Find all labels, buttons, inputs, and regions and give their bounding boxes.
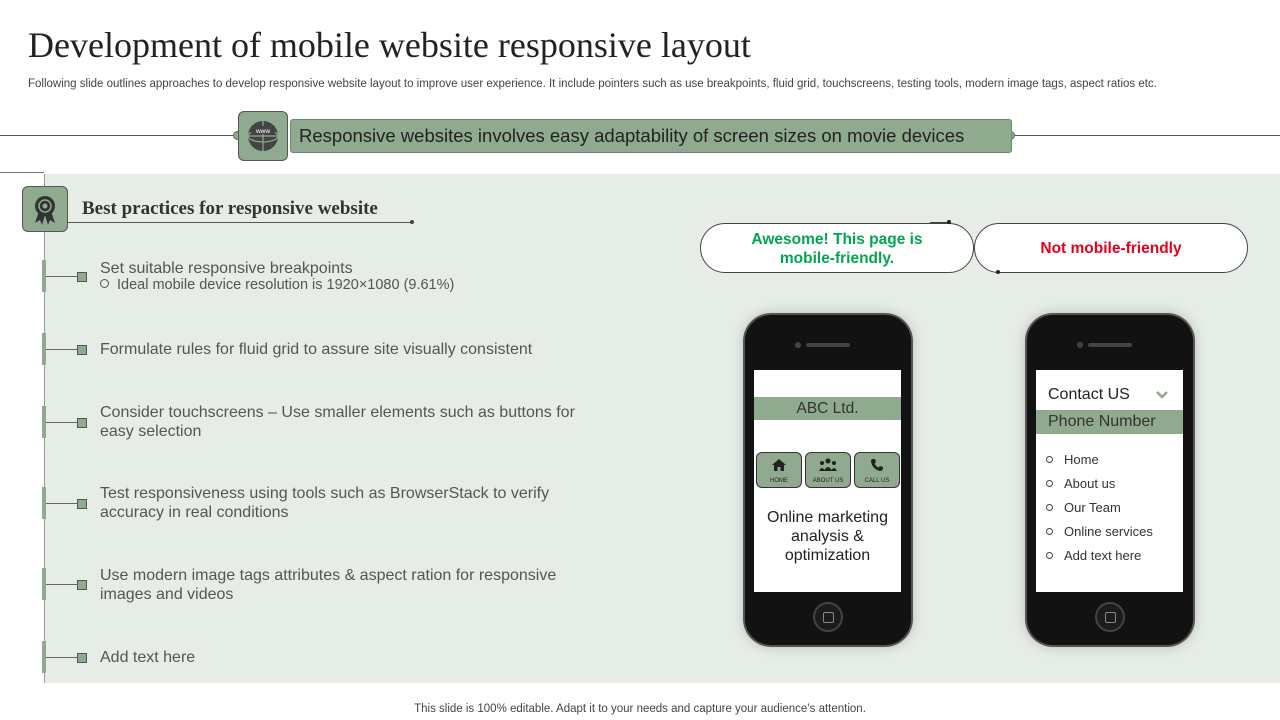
phone-body-text: Online marketing analysis & optimization	[767, 509, 888, 564]
menu-item[interactable]	[1046, 476, 1153, 500]
call-us-button[interactable]	[854, 452, 900, 488]
menu-item-label: Our Team	[1064, 500, 1121, 515]
home-button[interactable]	[756, 452, 802, 488]
item-node	[77, 272, 87, 282]
not-mobile-friendly-text: Not mobile-friendly	[1040, 240, 1182, 257]
award-ribbon-icon	[22, 186, 68, 232]
phone-screen	[1036, 370, 1183, 592]
mobile-friendly-text: Awesome! This page is mobile-friendly.	[751, 231, 923, 267]
bubble-pointer-right-dot	[996, 270, 1000, 274]
banner-text: Responsive websites involves easy adaptability of screen sizes on movie devices	[299, 125, 965, 146]
contact-dropdown-label: Contact US	[1048, 386, 1130, 403]
home-icon	[771, 458, 787, 472]
section-underline-dot	[410, 220, 414, 224]
item-text: Add text here	[100, 649, 196, 666]
about-us-button-label: ABOUT US	[812, 478, 844, 484]
menu-item-label: Online services	[1064, 524, 1153, 539]
item-text: Set suitable responsive breakpoints	[100, 260, 353, 277]
phone-header: ABC Ltd.	[754, 397, 901, 420]
phone-camera	[795, 342, 801, 348]
www-globe-icon	[238, 111, 288, 161]
item-node	[77, 418, 87, 428]
home-button-label: HOME	[770, 478, 788, 484]
menu-item[interactable]	[1046, 548, 1153, 572]
page-title: Development of mobile website responsive layout	[28, 25, 751, 65]
not-mobile-friendly-phone	[1027, 315, 1193, 645]
svg-text:www: www	[255, 128, 271, 135]
menu-item-label: Home	[1064, 452, 1099, 467]
contact-dropdown[interactable]	[1036, 384, 1183, 406]
subpoint-bullet	[100, 279, 109, 288]
item-text: Consider touchscreens – Use smaller elements such as buttons for easy selection	[100, 404, 575, 440]
item-connector	[46, 657, 78, 658]
item-node	[77, 345, 87, 355]
item-node	[77, 653, 87, 663]
menu-item[interactable]	[1046, 524, 1153, 548]
phone-speaker	[806, 343, 850, 347]
call-us-button-label: CALL US	[864, 478, 890, 484]
mobile-friendly-bubble	[700, 223, 974, 273]
panel-top-line	[0, 172, 44, 173]
item-connector	[46, 276, 78, 277]
item-subpoint-text: Ideal mobile device resolution is 1920×1080 (9.61%)	[117, 277, 455, 293]
menu-bullet	[1046, 480, 1053, 487]
item-node	[77, 499, 87, 509]
banner-line-right	[1012, 135, 1280, 136]
item-text: Formulate rules for fluid grid to assure site visually consistent	[100, 341, 533, 358]
menu-bullet	[1046, 456, 1053, 463]
item-connector	[46, 349, 78, 350]
item-connector	[46, 422, 78, 423]
menu-bullet	[1046, 528, 1053, 535]
footer-note: This slide is 100% editable. Adapt it to your needs and capture your audience’s attention.	[414, 703, 866, 715]
chevron-down-icon	[1155, 390, 1169, 400]
item-node	[77, 580, 87, 590]
phone-home-button	[1095, 602, 1125, 632]
not-mobile-friendly-bubble	[974, 223, 1248, 273]
menu-item-label: About us	[1064, 476, 1116, 491]
phone-menu-list	[1046, 452, 1153, 572]
item-text: Use modern image tags attributes & aspect ration for responsive images and videos	[100, 567, 557, 603]
menu-item-label: Add text here	[1064, 548, 1142, 563]
about-us-button[interactable]	[805, 452, 851, 488]
menu-item[interactable]	[1046, 500, 1153, 524]
bubble-pointer-left-dot	[947, 220, 951, 224]
banner	[290, 119, 1012, 153]
team-icon	[818, 458, 838, 472]
phone-speaker	[1088, 343, 1132, 347]
phone-icon	[870, 458, 884, 472]
phone-number-bar: Phone Number	[1036, 410, 1183, 434]
mobile-friendly-phone	[745, 315, 911, 645]
bubble-pointer-right	[998, 272, 1018, 273]
page-subtitle: Following slide outlines approaches to develop responsive website layout to improve user experience. It include pointers such as use breakpoints, fluid grid, touchscreens, testing tools, modern image tags, aspect ratios etc.	[28, 78, 1157, 90]
phone-camera	[1077, 342, 1083, 348]
item-text: Test responsiveness using tools such as BrowserStack to verify accuracy in real conditions	[100, 485, 550, 521]
menu-bullet	[1046, 552, 1053, 559]
section-underline	[68, 222, 413, 223]
banner-line-left	[0, 135, 240, 136]
phone-screen	[754, 370, 901, 592]
menu-bullet	[1046, 504, 1053, 511]
item-connector	[46, 503, 78, 504]
item-subpoint	[100, 277, 454, 293]
section-title: Best practices for responsive website	[82, 198, 378, 219]
item-connector	[46, 584, 78, 585]
phone-home-button	[813, 602, 843, 632]
menu-item[interactable]	[1046, 452, 1153, 476]
